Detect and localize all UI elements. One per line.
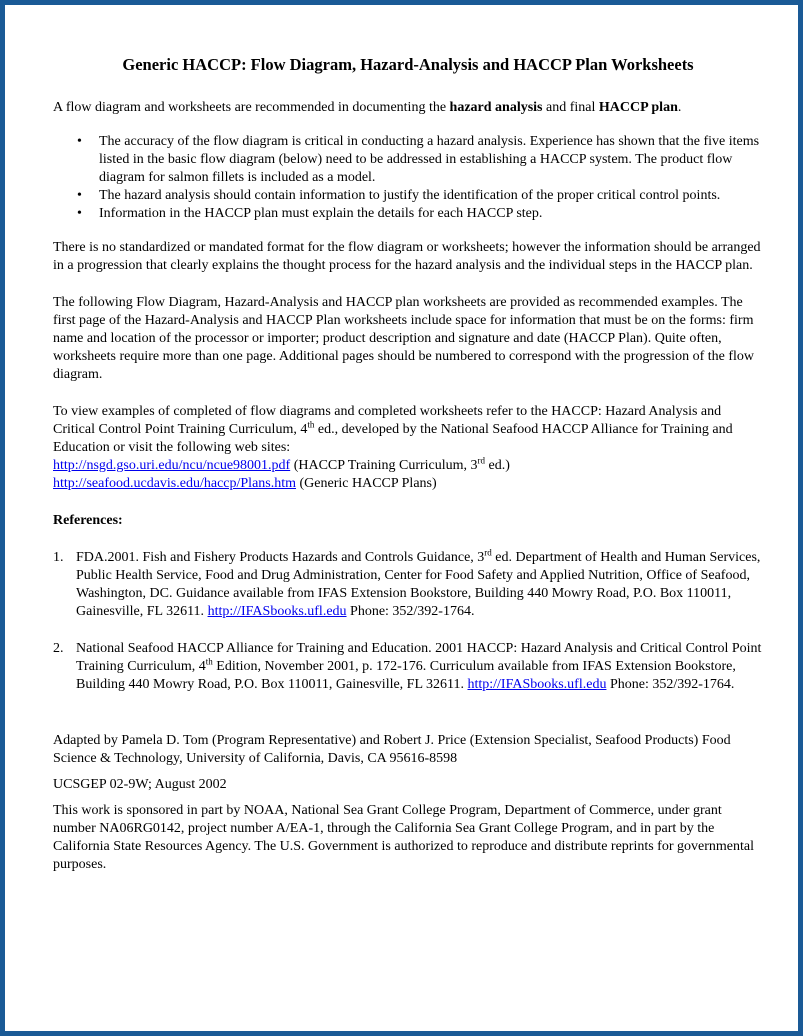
references-heading: References:: [53, 513, 123, 528]
intro-text-end: .: [677, 100, 682, 115]
reference-text: National Seafood HACCP Alliance for Training and Education. 2001 HACCP: Hazard Analysis and Critical Control Point Training Curriculum, 4: [76, 641, 762, 674]
bullet-text: Information in the HACCP plan must explain the details for each HACCP step.: [99, 206, 543, 221]
reference-item: [53, 640, 763, 694]
bullet-icon: •: [77, 188, 82, 203]
format-paragraph: There is no standardized or mandated format for the flow diagram or worksheets; however the information should be arranged in a progression that clearly explains the thought process for the hazard analysis and the individual steps in the HACCP plan.: [53, 240, 761, 273]
bullet-text: The hazard analysis should contain information to justify the identification of the proper critical control points.: [99, 188, 721, 203]
link-note: (HACCP Training Curriculum, 3: [290, 458, 478, 473]
superscript: rd: [484, 547, 492, 558]
examples-text-cont: ed., developed by the National Seafood HACCP Alliance for Training and Education or visit the following web sites:: [53, 422, 733, 455]
intro-bold-haccp-plan: HACCP plan: [598, 100, 678, 115]
references-list: [53, 549, 763, 694]
link-note: (Generic HACCP Plans): [296, 476, 437, 491]
reference-text: FDA.2001. Fish and Fishery Products Hazards and Controls Guidance, 3: [76, 550, 485, 565]
link-ifasbooks[interactable]: http://IFASbooks.ufl.edu: [207, 604, 347, 619]
list-item: [53, 133, 763, 187]
reference-number: 1.: [53, 550, 64, 565]
intro-paragraph: [53, 99, 763, 117]
bullet-list: [53, 133, 763, 223]
bullet-text: The accuracy of the flow diagram is critical in conducting a hazard analysis. Experience has shown that the five items listed in the basic flow diagram (below) need to be addressed in establishing a HACCP system. The product flow diagram for salmon fillets is included as a model.: [99, 134, 760, 185]
link-note-end: ed.): [485, 458, 510, 473]
publication-code: UCSGEP 02-9W; August 2002: [53, 777, 227, 792]
link-ifasbooks[interactable]: http://IFASbooks.ufl.edu: [467, 677, 607, 692]
reference-text-cont: ed. Department of Health and Human Services, Public Health Service, Food and Drug Administration, Center for Food Safety and Applied Nutrition, Office of Seafood, Washington, DC. Guidance available from IFAS Extension Bookstore, Building 440 Mowry Road, P.O. Box 110011, Gainesville, FL 32611.: [76, 550, 761, 619]
reference-phone: Phone: 352/392-1764.: [346, 604, 475, 619]
link-generic-plans[interactable]: http://seafood.ucdavis.edu/haccp/Plans.htm: [53, 476, 297, 491]
link-haccp-curriculum[interactable]: http://nsgd.gso.uri.edu/ncu/ncue98001.pdf: [53, 458, 291, 473]
superscript: th: [205, 656, 213, 667]
intro-bold-hazard-analysis: hazard analysis: [449, 100, 543, 115]
page-title: Generic HACCP: Flow Diagram, Hazard-Analysis and HACCP Plan Worksheets: [122, 55, 694, 74]
superscript: th: [307, 419, 315, 430]
bullet-icon: •: [77, 134, 82, 149]
reference-text-cont: Edition, November 2001, p. 172-176. Curriculum available from IFAS Extension Bookstore, Building 440 Mowry Road, P.O. Box 110011, Gainesville, FL 32611.: [76, 659, 736, 692]
document-frame: [4, 4, 799, 1032]
document-page: [53, 55, 763, 874]
intro-text: A flow diagram and worksheets are recommended in documenting the: [53, 100, 450, 115]
examples-text: To view examples of completed of flow diagrams and completed worksheets refer to the HACCP: Hazard Analysis and Critical Control Point Training Curriculum, 4: [53, 404, 722, 437]
intro-text-mid: and final: [542, 100, 599, 115]
reference-number: 2.: [53, 641, 64, 656]
reference-item: [53, 549, 763, 621]
examples-paragraph: [53, 403, 763, 493]
list-item: [53, 205, 763, 223]
reference-phone: Phone: 352/392-1764.: [606, 677, 735, 692]
superscript: rd: [477, 455, 486, 466]
worksheets-paragraph: The following Flow Diagram, Hazard-Analysis and HACCP plan worksheets are provided as recommended examples. The first page of the Hazard-Analysis and HACCP Plan worksheets include space for information that must be on the forms: firm name and location of the processor or importer; product description and signature and date (HACCP Plan). Quite often, worksheets require more than one page. Additional pages should be numbered to correspond with the progression of the flow diagram.: [53, 295, 754, 382]
sponsor-statement: This work is sponsored in part by NOAA, National Sea Grant College Program, Department of Commerce, under grant number NA06RG0142, project number A/EA-1, through the California Sea Grant College Program, and in part by the California State Resources Agency. The U.S. Government is authorized to reproduce and distribute reprints for governmental purposes.: [53, 803, 754, 872]
adapted-by: Adapted by Pamela D. Tom (Program Representative) and Robert J. Price (Extension Specialist, Seafood Products) Food Science & Technology, University of California, Davis, CA 95616-8598: [53, 733, 731, 766]
list-item: [53, 187, 763, 205]
bullet-icon: •: [77, 206, 82, 221]
